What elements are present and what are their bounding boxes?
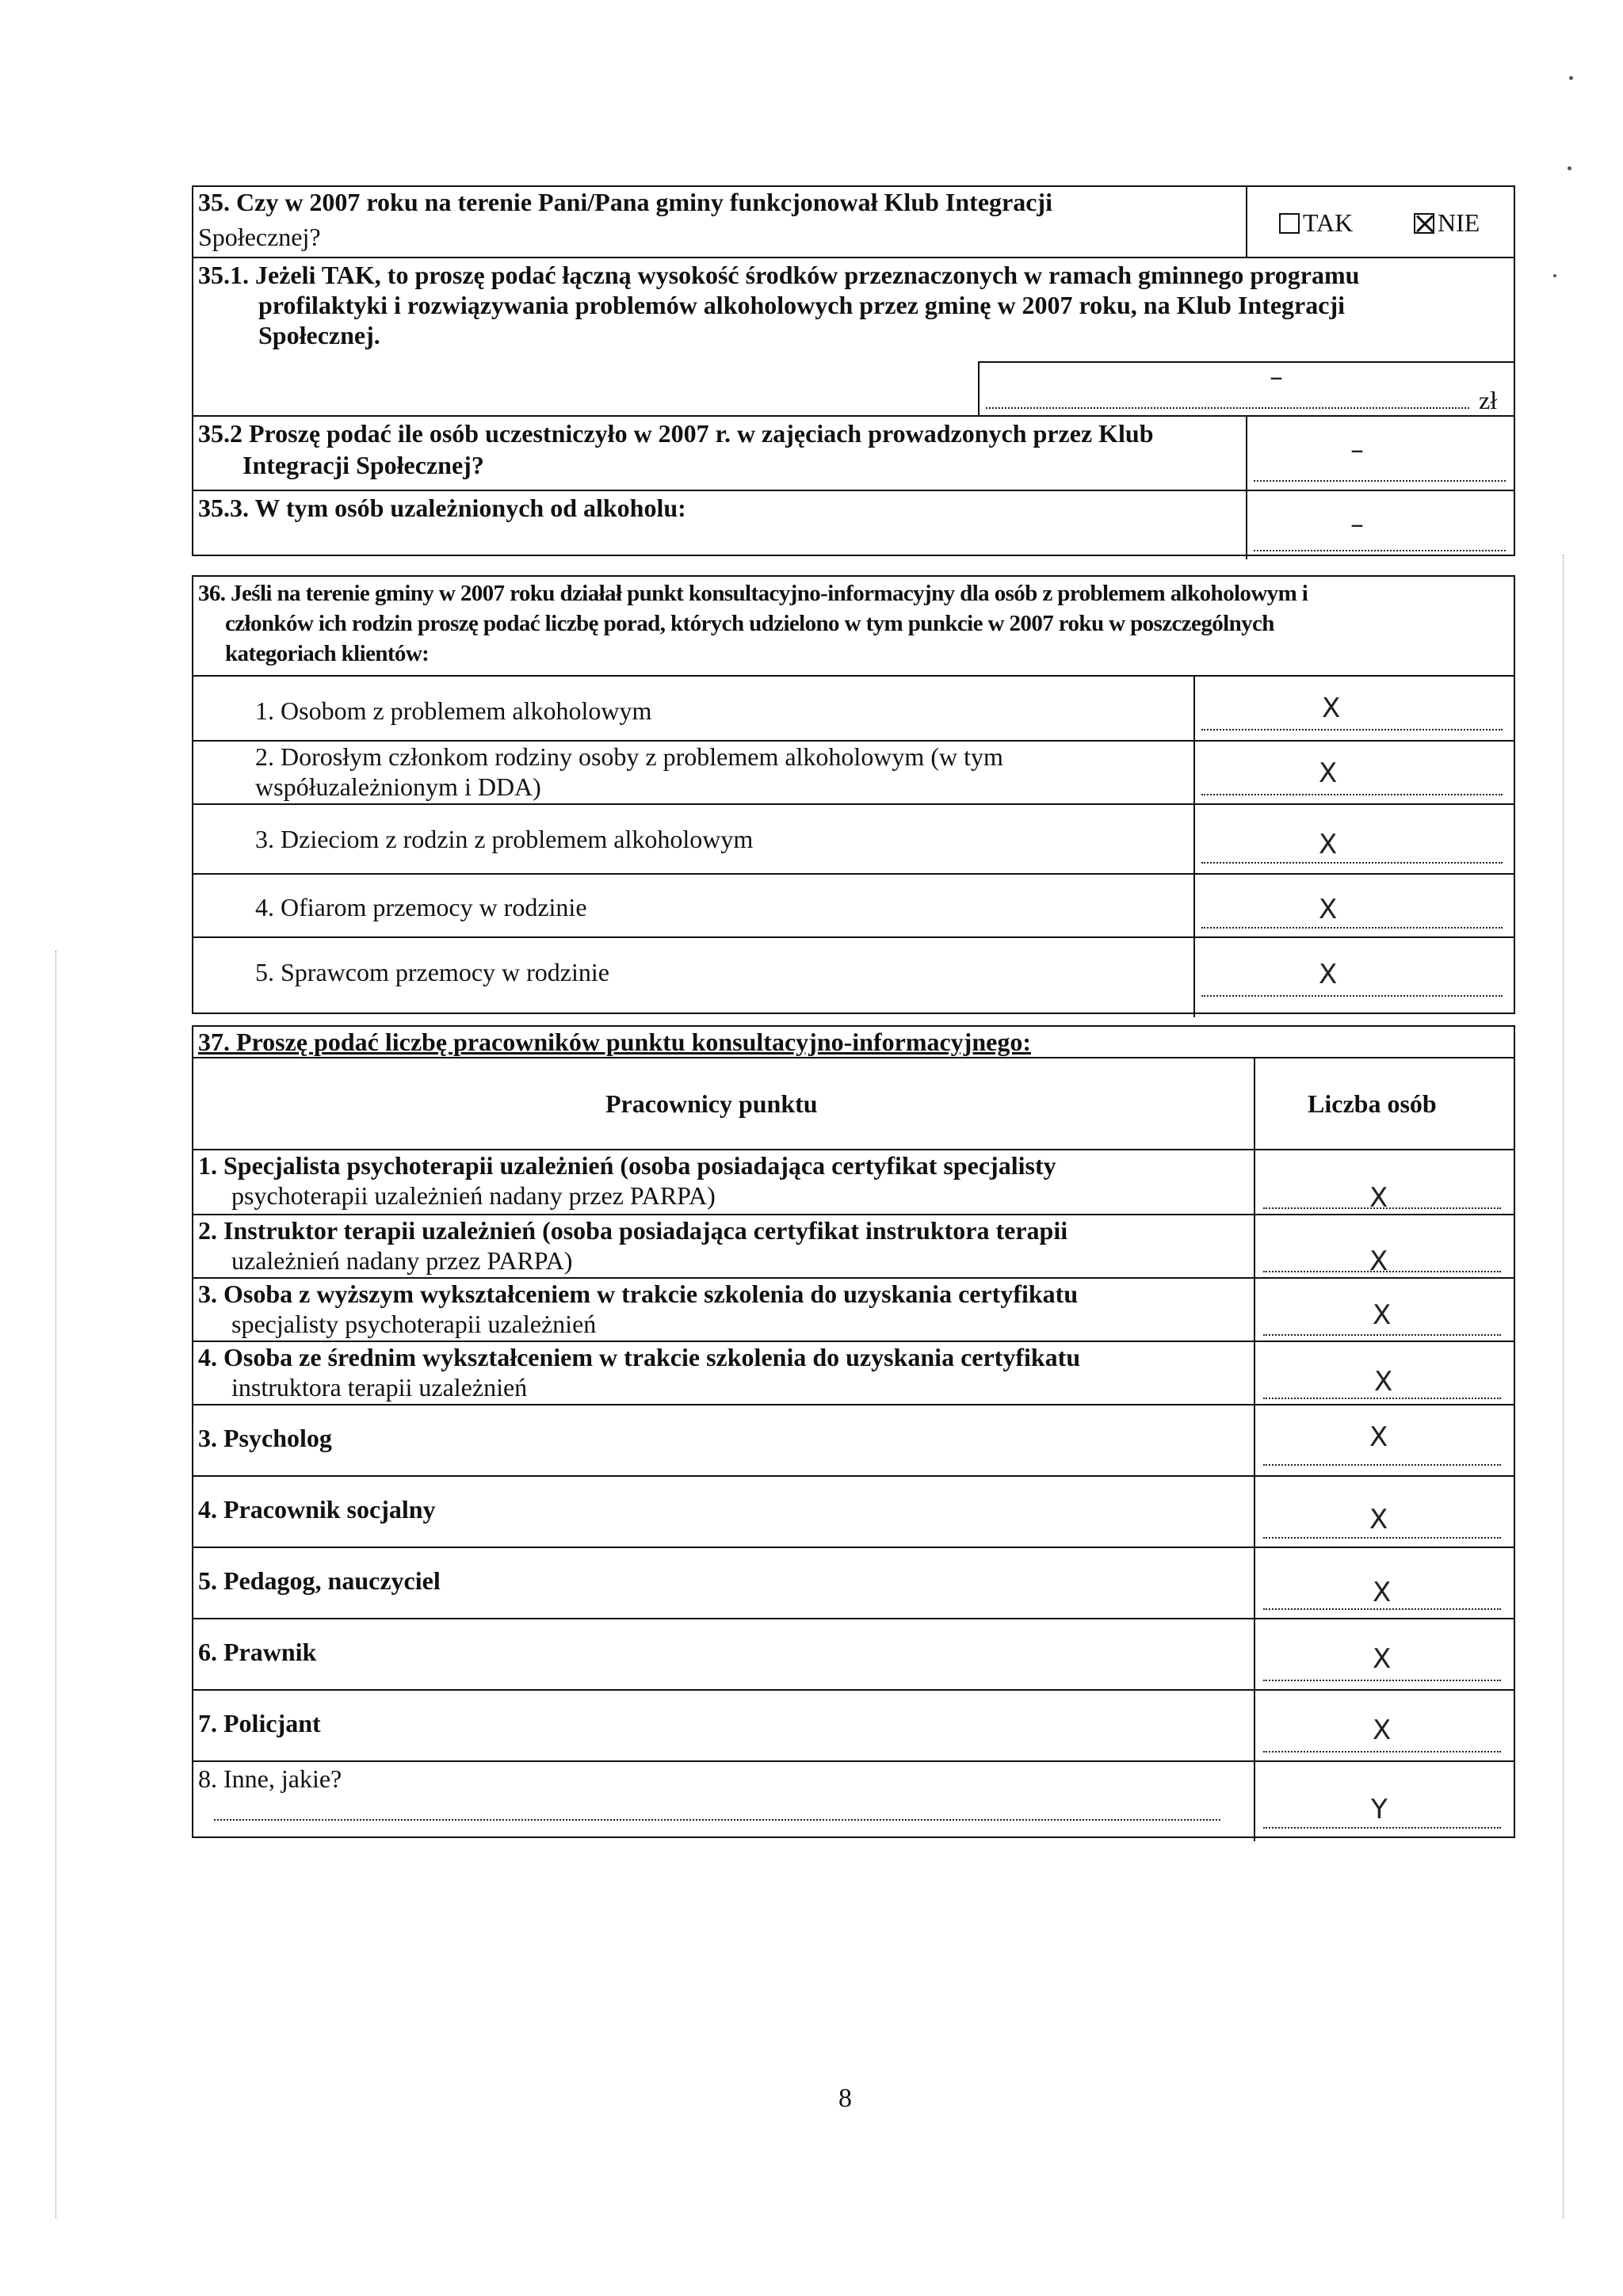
q37-row10-value: Y bbox=[1371, 1794, 1388, 1825]
q351-value: – bbox=[1270, 361, 1283, 393]
q37-row10-other-field[interactable] bbox=[214, 1819, 1220, 1821]
q37-row5-field[interactable] bbox=[1263, 1464, 1501, 1466]
checkbox-nie-checked[interactable] bbox=[1414, 213, 1434, 234]
q37-row6-value: X bbox=[1369, 1504, 1388, 1535]
q37-row4-value: X bbox=[1374, 1366, 1393, 1398]
q351-line1: 35.1. Jeżeli TAK, to proszę podać łączną wysokość środków przeznaczonych w ramach gminnego programu bbox=[198, 261, 1360, 289]
q37-col-count: Liczba osób bbox=[1308, 1089, 1437, 1118]
q351-answer-field[interactable] bbox=[986, 407, 1469, 409]
q353-section bbox=[193, 490, 1514, 558]
q352-line1: 35.2 Proszę podać ile osób uczestniczyło w 2007 r. w zajęciach prowadzonych przez Klub bbox=[198, 419, 1154, 448]
q36-row4-label: 4. Ofiarom przemocy w rodzinie bbox=[255, 893, 587, 921]
q35-opt-tak-label: TAK bbox=[1303, 208, 1354, 237]
q37-row4-label2: instruktora terapii uzależnień bbox=[231, 1373, 528, 1402]
q36-row2-value: X bbox=[1319, 757, 1338, 789]
q36-row bbox=[193, 873, 1514, 936]
q35-question-line1: 35. Czy w 2007 roku na terenie Pani/Pana gminy funkcjonował Klub Integracji bbox=[198, 188, 1052, 216]
q36-box bbox=[192, 575, 1515, 1014]
q36-row bbox=[193, 936, 1514, 1016]
q37-row bbox=[193, 1618, 1514, 1689]
q36-row2-field[interactable] bbox=[1201, 794, 1503, 795]
q351-line3: Społecznej. bbox=[258, 321, 380, 349]
q35-opt-nie-label: NIE bbox=[1438, 208, 1480, 237]
q37-row4-field[interactable] bbox=[1263, 1398, 1501, 1399]
q37-row7-field[interactable] bbox=[1263, 1608, 1501, 1610]
scan-edge-line bbox=[55, 951, 56, 2218]
q37-row2-label1: 2. Instruktor terapii uzależnień (osoba posiadająca certyfikat instruktora terapii bbox=[198, 1216, 1068, 1245]
q37-row bbox=[193, 1277, 1514, 1341]
q35-option-nie[interactable] bbox=[1414, 208, 1480, 238]
q36-header-line3: kategoriach klientów: bbox=[225, 641, 430, 666]
scan-edge-line bbox=[1563, 555, 1564, 2218]
q36-row1-value: X bbox=[1322, 692, 1341, 724]
q36-row2-label2: współuzależnionym i DDA) bbox=[255, 772, 541, 801]
q37-row10-field[interactable] bbox=[1263, 1827, 1501, 1829]
q36-row5-label: 5. Sprawcom przemocy w rodzinie bbox=[255, 958, 609, 986]
q37-row5-value: X bbox=[1369, 1421, 1388, 1453]
q37-row2-value: X bbox=[1369, 1245, 1388, 1277]
q351-line2: profilaktyki i rozwiązywania problemów alkoholowych przez gminę w 2007 roku, na Klub Integracji bbox=[258, 291, 1345, 319]
q36-row bbox=[193, 803, 1514, 873]
q37-row6-field[interactable] bbox=[1263, 1537, 1501, 1539]
q37-row2-field[interactable] bbox=[1263, 1271, 1501, 1272]
q37-row3-label2: specjalisty psychoterapii uzależnień bbox=[231, 1310, 597, 1338]
q35-question-line2: Społecznej? bbox=[198, 223, 321, 251]
q37-row7-value: X bbox=[1373, 1577, 1392, 1608]
q351-unit: zł bbox=[1479, 386, 1498, 414]
q351-section bbox=[193, 257, 1514, 415]
q37-row bbox=[193, 1214, 1514, 1277]
q36-row5-value: X bbox=[1319, 959, 1338, 990]
q37-row3-field[interactable] bbox=[1263, 1334, 1501, 1336]
q37-row2-label2: uzależnień nadany przez PARPA) bbox=[231, 1246, 573, 1275]
q37-row bbox=[193, 1689, 1514, 1760]
q37-row bbox=[193, 1547, 1514, 1618]
page-number: 8 bbox=[838, 2084, 852, 2113]
q37-header: 37. Proszę podać liczbę pracowników punktu konsultacyjno-informacyjnego: bbox=[198, 1028, 1031, 1056]
q37-row8-field[interactable] bbox=[1263, 1680, 1501, 1681]
q37-row3-label1: 3. Osoba z wyższym wykształceniem w trakcie szkolenia do uzyskania certyfikatu bbox=[198, 1280, 1079, 1308]
scan-speck bbox=[1553, 274, 1556, 277]
q37-row7-label: 5. Pedagog, nauczyciel bbox=[198, 1566, 441, 1595]
q352-section bbox=[193, 415, 1514, 490]
q35-box bbox=[192, 185, 1515, 556]
q37-row9-value: X bbox=[1373, 1714, 1392, 1746]
q37-row8-value: X bbox=[1373, 1643, 1392, 1675]
q37-row3-value: X bbox=[1373, 1299, 1392, 1331]
q37-row bbox=[193, 1760, 1514, 1840]
q36-row2-label1: 2. Dorosłym członkom rodziny osoby z problemem alkoholowym (w tym bbox=[255, 742, 1003, 771]
q37-row9-label: 7. Policjant bbox=[198, 1709, 321, 1737]
q36-row4-field[interactable] bbox=[1201, 927, 1503, 929]
scan-speck bbox=[1568, 166, 1571, 170]
q36-header-line2: członków ich rodzin proszę podać liczbę porad, których udzielono w tym punkcie w 2007 roku w poszczególnych bbox=[225, 611, 1274, 636]
q37-row4-label1: 4. Osoba ze średnim wykształceniem w trakcie szkolenia do uzyskania certyfikatu bbox=[198, 1343, 1081, 1371]
q353-answer-field[interactable] bbox=[1254, 550, 1506, 551]
q36-row bbox=[193, 675, 1514, 740]
q36-row bbox=[193, 740, 1514, 803]
q37-row bbox=[193, 1149, 1514, 1214]
q36-header-line1: 36. Jeśli na terenie gminy w 2007 roku działał punkt konsultacyjno-informacyjny dla osób z problemem alkoholowym i bbox=[198, 581, 1308, 606]
q352-answer-field[interactable] bbox=[1254, 480, 1506, 482]
checkbox-tak[interactable] bbox=[1279, 213, 1300, 234]
q36-row1-label: 1. Osobom z problemem alkoholowym bbox=[255, 696, 652, 725]
q36-row5-field[interactable] bbox=[1201, 995, 1503, 997]
q37-row10-label: 8. Inne, jakie? bbox=[198, 1764, 342, 1793]
q36-row4-value: X bbox=[1319, 894, 1338, 925]
q37-row8-label: 6. Prawnik bbox=[198, 1638, 317, 1666]
q37-column-headers bbox=[193, 1057, 1514, 1149]
q37-row bbox=[193, 1404, 1514, 1475]
q37-col-staff: Pracownicy punktu bbox=[605, 1089, 818, 1118]
q353-label: 35.3. W tym osób uzależnionych od alkoholu: bbox=[198, 494, 686, 522]
q37-row5-label: 3. Psycholog bbox=[198, 1424, 332, 1452]
q353-value: – bbox=[1350, 509, 1364, 540]
q37-row bbox=[193, 1341, 1514, 1404]
q352-value: – bbox=[1350, 434, 1364, 466]
q37-row6-label: 4. Pracownik socjalny bbox=[198, 1495, 436, 1524]
q37-row bbox=[193, 1475, 1514, 1547]
scan-speck bbox=[1569, 76, 1573, 80]
q37-row1-label2: psychoterapii uzależnień nadany przez PARPA) bbox=[231, 1181, 716, 1210]
q36-row3-label: 3. Dzieciom z rodzin z problemem alkoholowym bbox=[255, 825, 754, 853]
q37-row1-value: X bbox=[1369, 1182, 1388, 1214]
q36-row3-field[interactable] bbox=[1201, 862, 1503, 864]
q36-row3-value: X bbox=[1319, 829, 1338, 860]
q37-row1-label1: 1. Specjalista psychoterapii uzależnień (osoba posiadająca certyfikat specjalisty bbox=[198, 1151, 1056, 1180]
q37-box bbox=[192, 1025, 1515, 1838]
q35-option-tak[interactable] bbox=[1279, 208, 1353, 238]
q37-row1-field[interactable] bbox=[1263, 1207, 1501, 1209]
q37-row9-field[interactable] bbox=[1263, 1751, 1501, 1753]
q352-line2: Integracji Społecznej? bbox=[242, 451, 484, 479]
q36-row1-field[interactable] bbox=[1201, 729, 1503, 730]
